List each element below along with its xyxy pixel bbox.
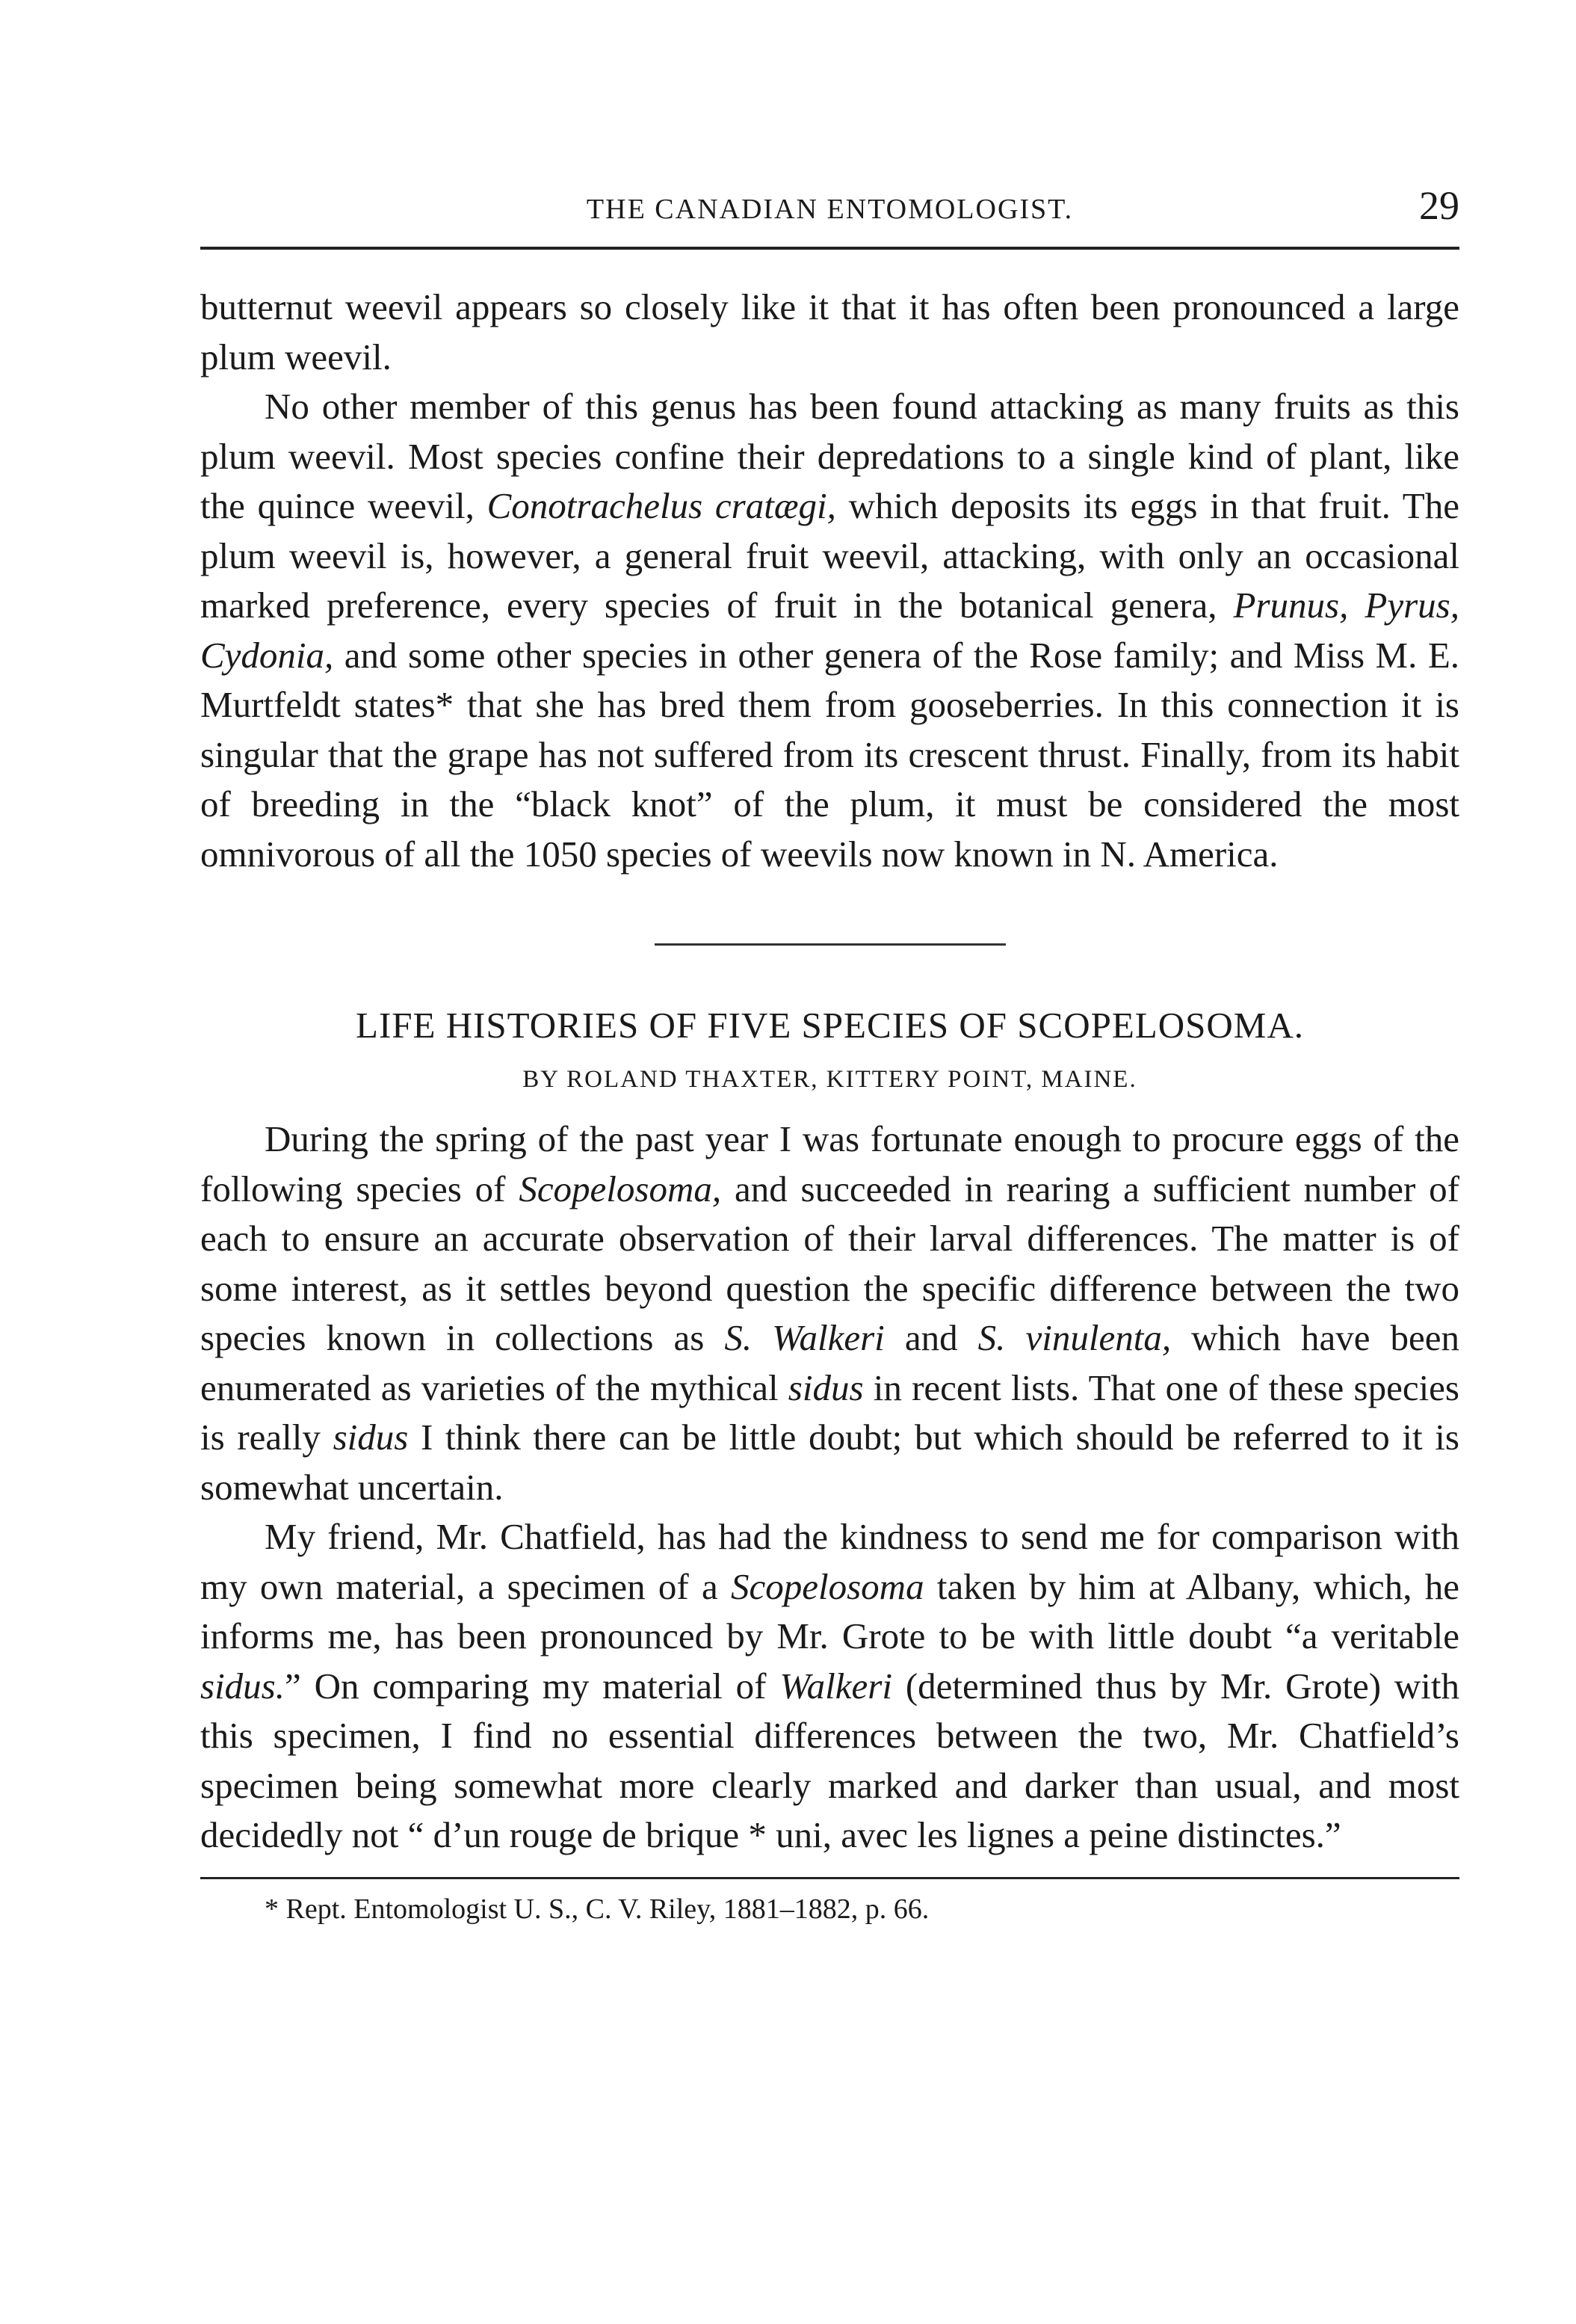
text-run: During the spring of the past year I was fortunate enough to procure eggs of the following species of xyxy=(200,1118,1459,1209)
text-run: which deposits its eggs in that fruit. The plum weevil is, however, a general fruit weevil, attacking, with only an occasional marked preference, every species of fruit in the botanical genera, xyxy=(200,485,1459,626)
italic-term: S. Walkeri xyxy=(724,1317,885,1358)
footnote-rule xyxy=(200,1877,1459,1879)
text-run: in recent lists. That one of these species is really xyxy=(200,1366,1460,1458)
italic-term: sidus xyxy=(788,1366,864,1408)
text-run: No other member of this genus has been found attacking as many fruits as this plum weevil. Most species confine their depredations to a single kind of plant, like the quince weevil, xyxy=(200,386,1459,526)
italic-term: sidus xyxy=(333,1417,409,1458)
species-name-italic: Conotrachelus cratægi, xyxy=(486,485,836,526)
article-paragraph-2 xyxy=(200,1512,1459,1861)
running-title: THE CANADIAN ENTOMOLOGIST. xyxy=(586,194,1074,225)
genera-names-italic: Prunus, Pyrus, Cydonia, xyxy=(200,585,1459,676)
article-paragraph-1 xyxy=(200,1115,1459,1512)
text-run: (determined thus by Mr. Grote) with this specimen, I find no essential differences between the two, Mr. Chatfield’s specimen being somewhat more clearly marked and darker than usual, and most decidedly not “ d’un rouge de brique * uni, avec les lignes a peine distinctes.” xyxy=(200,1665,1459,1855)
header-rule xyxy=(200,247,1459,250)
italic-term: sidus. xyxy=(200,1665,285,1707)
italic-term: Scopelosoma, xyxy=(519,1168,722,1209)
text-run: and xyxy=(884,1317,978,1358)
text-run: and some other species in other genera of the Rose family; and Miss M. E. Murtfeldt states* that she has bred them from gooseberries. In this connection it is singular that the grape has not suffered from its crescent thrust. Finally, from its habit of breeding in the “black knot” of the plum, it must be considered the most omnivorous of all the 1050 species of weevils now known in N. America. xyxy=(200,634,1459,875)
page-number: 29 xyxy=(1419,183,1459,228)
text-run: and succeeded in rearing a sufficient number of each to ensure an accurate observation of their larval differences. The matter is of some interest, as it settles beyond question the specific difference between the two species known in collections as xyxy=(200,1168,1459,1358)
text-run: ” On comparing my material of xyxy=(285,1665,780,1707)
text-run: taken by him at Albany, which, he informs me, has been pronounced by Mr. Grote to be with little doubt “a veritable xyxy=(200,1565,1460,1656)
paragraph-plum-weevil xyxy=(200,382,1459,879)
text-run: which have been enumerated as varieties of the mythical xyxy=(200,1317,1459,1408)
continued-paragraph: butternut weevil appears so closely like it that it has often been pronounced a large plum weevil. xyxy=(200,286,1459,377)
italic-term: Scopelosoma xyxy=(731,1565,924,1607)
article-byline: BY ROLAND THAXTER, KITTERY POINT, MAINE. xyxy=(522,1066,1137,1093)
article-title: LIFE HISTORIES OF FIVE SPECIES OF SCOPELOSOMA. xyxy=(356,1005,1304,1046)
footnote: * Rept. Entomologist U. S., C. V. Riley, 1881–1882, p. 66. xyxy=(265,1893,930,1925)
italic-term: S. vinulenta, xyxy=(977,1317,1172,1358)
italic-term: Walkeri xyxy=(779,1665,892,1707)
text-run: I think there can be little doubt; but which should be referred to it is somewhat uncertain. xyxy=(200,1417,1459,1508)
text-run: My friend, Mr. Chatfield, has had the kindness to send me for comparison with my own material, a specimen of a xyxy=(200,1516,1459,1607)
running-header xyxy=(200,179,1459,247)
section-separator xyxy=(655,943,1006,946)
page xyxy=(200,179,1459,1926)
